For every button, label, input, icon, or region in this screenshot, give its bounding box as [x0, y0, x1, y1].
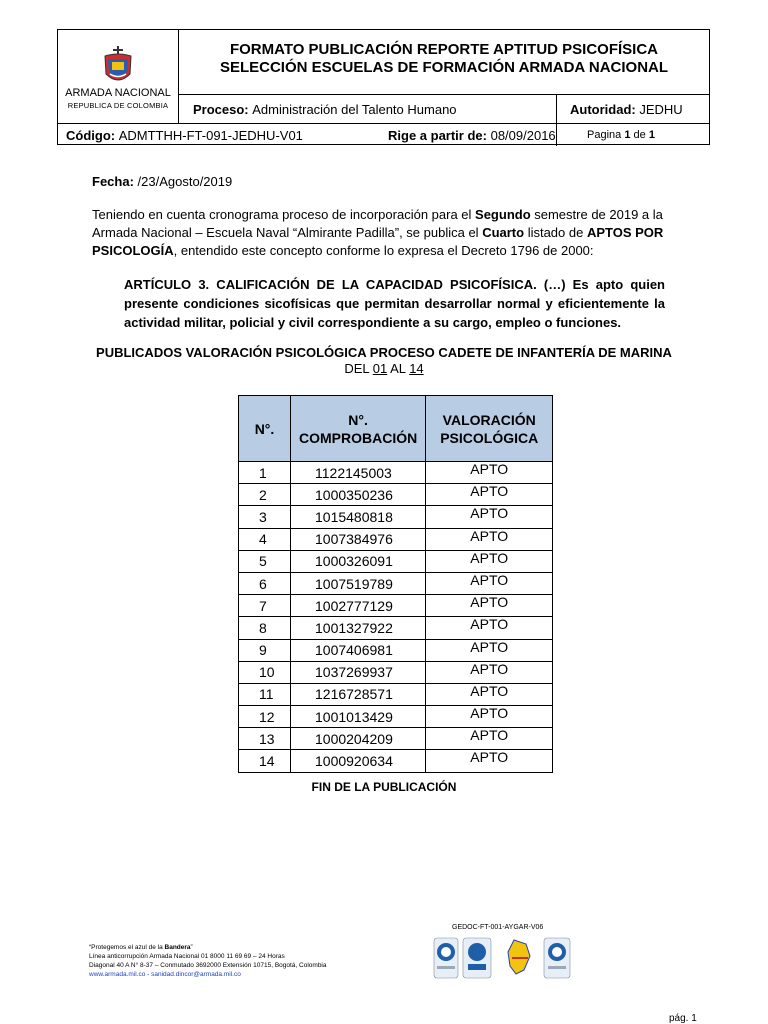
row-comprobacion: 1000326091 — [291, 550, 426, 572]
row-comprobacion: 1000350236 — [291, 484, 426, 506]
range-from: 01 — [372, 361, 388, 376]
row-number: 3 — [239, 506, 291, 528]
footer-slogan — [89, 943, 409, 952]
intro-bold-cuarto: Cuarto — [482, 225, 525, 240]
range-al: AL — [390, 361, 406, 376]
publication-range — [0, 361, 768, 376]
row-comprobacion: 1037269937 — [291, 661, 426, 683]
range-del: DEL — [344, 361, 370, 376]
process-row — [179, 94, 709, 123]
codigo-cell — [58, 124, 378, 146]
table-row — [239, 750, 553, 772]
footer-links[interactable]: www.armada.mil.co - sanidad.dincor@armada.mil.co — [89, 971, 241, 978]
pagina-of: de — [633, 129, 646, 141]
certification-logos — [432, 936, 582, 988]
row-number: 9 — [239, 639, 291, 661]
autoridad-label: Autoridad: — [570, 101, 636, 117]
intro-paragraph — [92, 206, 697, 260]
row-number: 1 — [239, 462, 291, 484]
table-header-row — [239, 396, 553, 462]
fecha-value: /23/Agosto/2019 — [137, 174, 233, 189]
table-row — [239, 550, 553, 572]
row-number: 14 — [239, 750, 291, 772]
table-row — [239, 617, 553, 639]
org-name: ARMADA NACIONAL — [65, 87, 171, 99]
gedoc-code: GEDOC-FT-001-AYGAR-V06 — [452, 924, 544, 931]
table-row — [239, 484, 553, 506]
table-row — [239, 528, 553, 550]
row-comprobacion: 1001327922 — [291, 617, 426, 639]
row-number: 2 — [239, 484, 291, 506]
org-country: REPUBLICA DE COLOMBIA — [67, 101, 169, 110]
row-number: 5 — [239, 550, 291, 572]
publication-title: PUBLICADOS VALORACIÓN PSICOLÓGICA PROCESO CADETE DE INFANTERÍA DE MARINA — [96, 345, 672, 360]
range-to: 14 — [409, 361, 424, 376]
row-comprobacion: 1015480818 — [291, 506, 426, 528]
colombia-map-icon — [508, 940, 530, 974]
row-valoracion: APTO — [426, 572, 553, 594]
row-valoracion: APTO — [426, 462, 553, 484]
table-row — [239, 506, 553, 528]
slogan-text: “Protegemos el azul de la — [89, 944, 165, 951]
end-of-publication: FIN DE LA PUBLICACIÓN — [311, 780, 457, 794]
row-comprobacion: 1007519789 — [291, 572, 426, 594]
rige-value: 08/09/2016 — [490, 127, 556, 143]
footer-anticorruption: Línea anticorrupción Armada Nacional 01 8000 11 69 69 – 24 Horas — [89, 953, 285, 960]
intro-text-4: , entendido este concepto conforme lo expresa el Decreto 1796 de 2000: — [173, 243, 594, 258]
header-valoracion: VALORACIÓN PSICOLÓGICA — [426, 396, 553, 462]
intro-text-1: Teniendo en cuenta cronograma proceso de incorporación para el — [92, 207, 476, 222]
row-valoracion: APTO — [426, 506, 553, 528]
table-row — [239, 683, 553, 705]
proceso-cell — [179, 95, 556, 123]
table-row — [239, 595, 553, 617]
table-row — [239, 728, 553, 750]
row-valoracion: APTO — [426, 683, 553, 705]
row-valoracion: APTO — [426, 528, 553, 550]
codigo-label: Código: — [66, 127, 116, 143]
row-number: 4 — [239, 528, 291, 550]
row-number: 8 — [239, 617, 291, 639]
row-comprobacion: 1007384976 — [291, 528, 426, 550]
header-number: N°. — [239, 396, 291, 462]
table-row — [239, 572, 553, 594]
table-row — [239, 639, 553, 661]
logo-cell — [58, 30, 179, 123]
page-number: pág. 1 — [669, 1013, 697, 1024]
row-valoracion: APTO — [426, 639, 553, 661]
row-number: 12 — [239, 706, 291, 728]
row-comprobacion: 1007406981 — [291, 639, 426, 661]
row-comprobacion: 1001013429 — [291, 706, 426, 728]
row-number: 7 — [239, 595, 291, 617]
row-valoracion: APTO — [426, 750, 553, 772]
row-valoracion: APTO — [426, 484, 553, 506]
fecha-label: Fecha: — [92, 174, 134, 189]
row-number: 10 — [239, 661, 291, 683]
row-valoracion: APTO — [426, 661, 553, 683]
header-comprobacion: N°. COMPROBACIÓN — [291, 396, 426, 462]
slogan-bold: Bandera — [164, 944, 191, 951]
footer-info — [89, 943, 409, 979]
form-title-line1: FORMATO PUBLICACIÓN REPORTE APTITUD PSICOFÍSICA — [229, 41, 659, 58]
table-body — [239, 462, 553, 773]
row-number: 13 — [239, 728, 291, 750]
footer-address: Diagonal 40 A N° 8-37 – Conmutado 3692000 Extensión 10715, Bogotá, Colombia — [89, 962, 327, 969]
intro-bold-aptos: APTOS POR PSICOLOGÍA — [92, 225, 664, 258]
rige-cell — [380, 124, 556, 146]
autoridad-cell — [556, 95, 709, 123]
articulo-quote: ARTÍCULO 3. CALIFICACIÓN DE LA CAPACIDAD PSICOFÍSICA. (…) Es apto quien presente condiciones sicofísicas que permitan desarrollar normal y eficientemente la actividad militar, policial y civil correspondiente a su cargo, empleo o funciones. — [124, 277, 665, 330]
codigo-value: ADMTTHH-FT-091-JEDHU-V01 — [118, 127, 303, 143]
proceso-label: Proceso: — [193, 101, 249, 117]
fecha-line — [92, 174, 232, 189]
pagina-word: Pagina — [587, 129, 622, 141]
code-row — [58, 123, 709, 146]
table-row — [239, 462, 553, 484]
table-row — [239, 661, 553, 683]
row-number: 6 — [239, 572, 291, 594]
row-comprobacion: 1122145003 — [291, 462, 426, 484]
table-row — [239, 706, 553, 728]
intro-bold-segundo: Segundo — [475, 207, 531, 222]
rige-label: Rige a partir de: — [388, 127, 487, 143]
proceso-value: Administración del Talento Humano — [252, 101, 457, 117]
document-header — [57, 29, 710, 145]
row-valoracion: APTO — [426, 595, 553, 617]
iqnet-cert-icon — [463, 938, 491, 978]
intro-text-2: semestre de 2019 a la Armada Nacional – Escuela Naval “Almirante Padilla”, se publica el — [92, 207, 663, 240]
row-number: 11 — [239, 683, 291, 705]
form-title-line2: SELECCIÓN ESCUELAS DE FORMACIÓN ARMADA NACIONAL — [219, 59, 669, 76]
row-valoracion: APTO — [426, 706, 553, 728]
row-valoracion: APTO — [426, 728, 553, 750]
autoridad-value: JEDHU — [639, 101, 683, 117]
pagina-total: 1 — [648, 129, 655, 141]
intro-text-3: listado de — [524, 225, 587, 240]
results-table — [238, 395, 553, 773]
iso-cert-icon — [434, 938, 458, 978]
row-comprobacion: 1216728571 — [291, 683, 426, 705]
navy-crest-logo — [97, 44, 139, 86]
row-comprobacion: 1000920634 — [291, 750, 426, 772]
row-valoracion: APTO — [426, 617, 553, 639]
iso-cert-icon-2 — [544, 938, 570, 978]
pagina-cell — [556, 124, 709, 146]
row-valoracion: APTO — [426, 550, 553, 572]
pagina-current: 1 — [624, 129, 631, 141]
row-comprobacion: 1002777129 — [291, 595, 426, 617]
slogan-close: ” — [190, 944, 193, 951]
row-comprobacion: 1000204209 — [291, 728, 426, 750]
